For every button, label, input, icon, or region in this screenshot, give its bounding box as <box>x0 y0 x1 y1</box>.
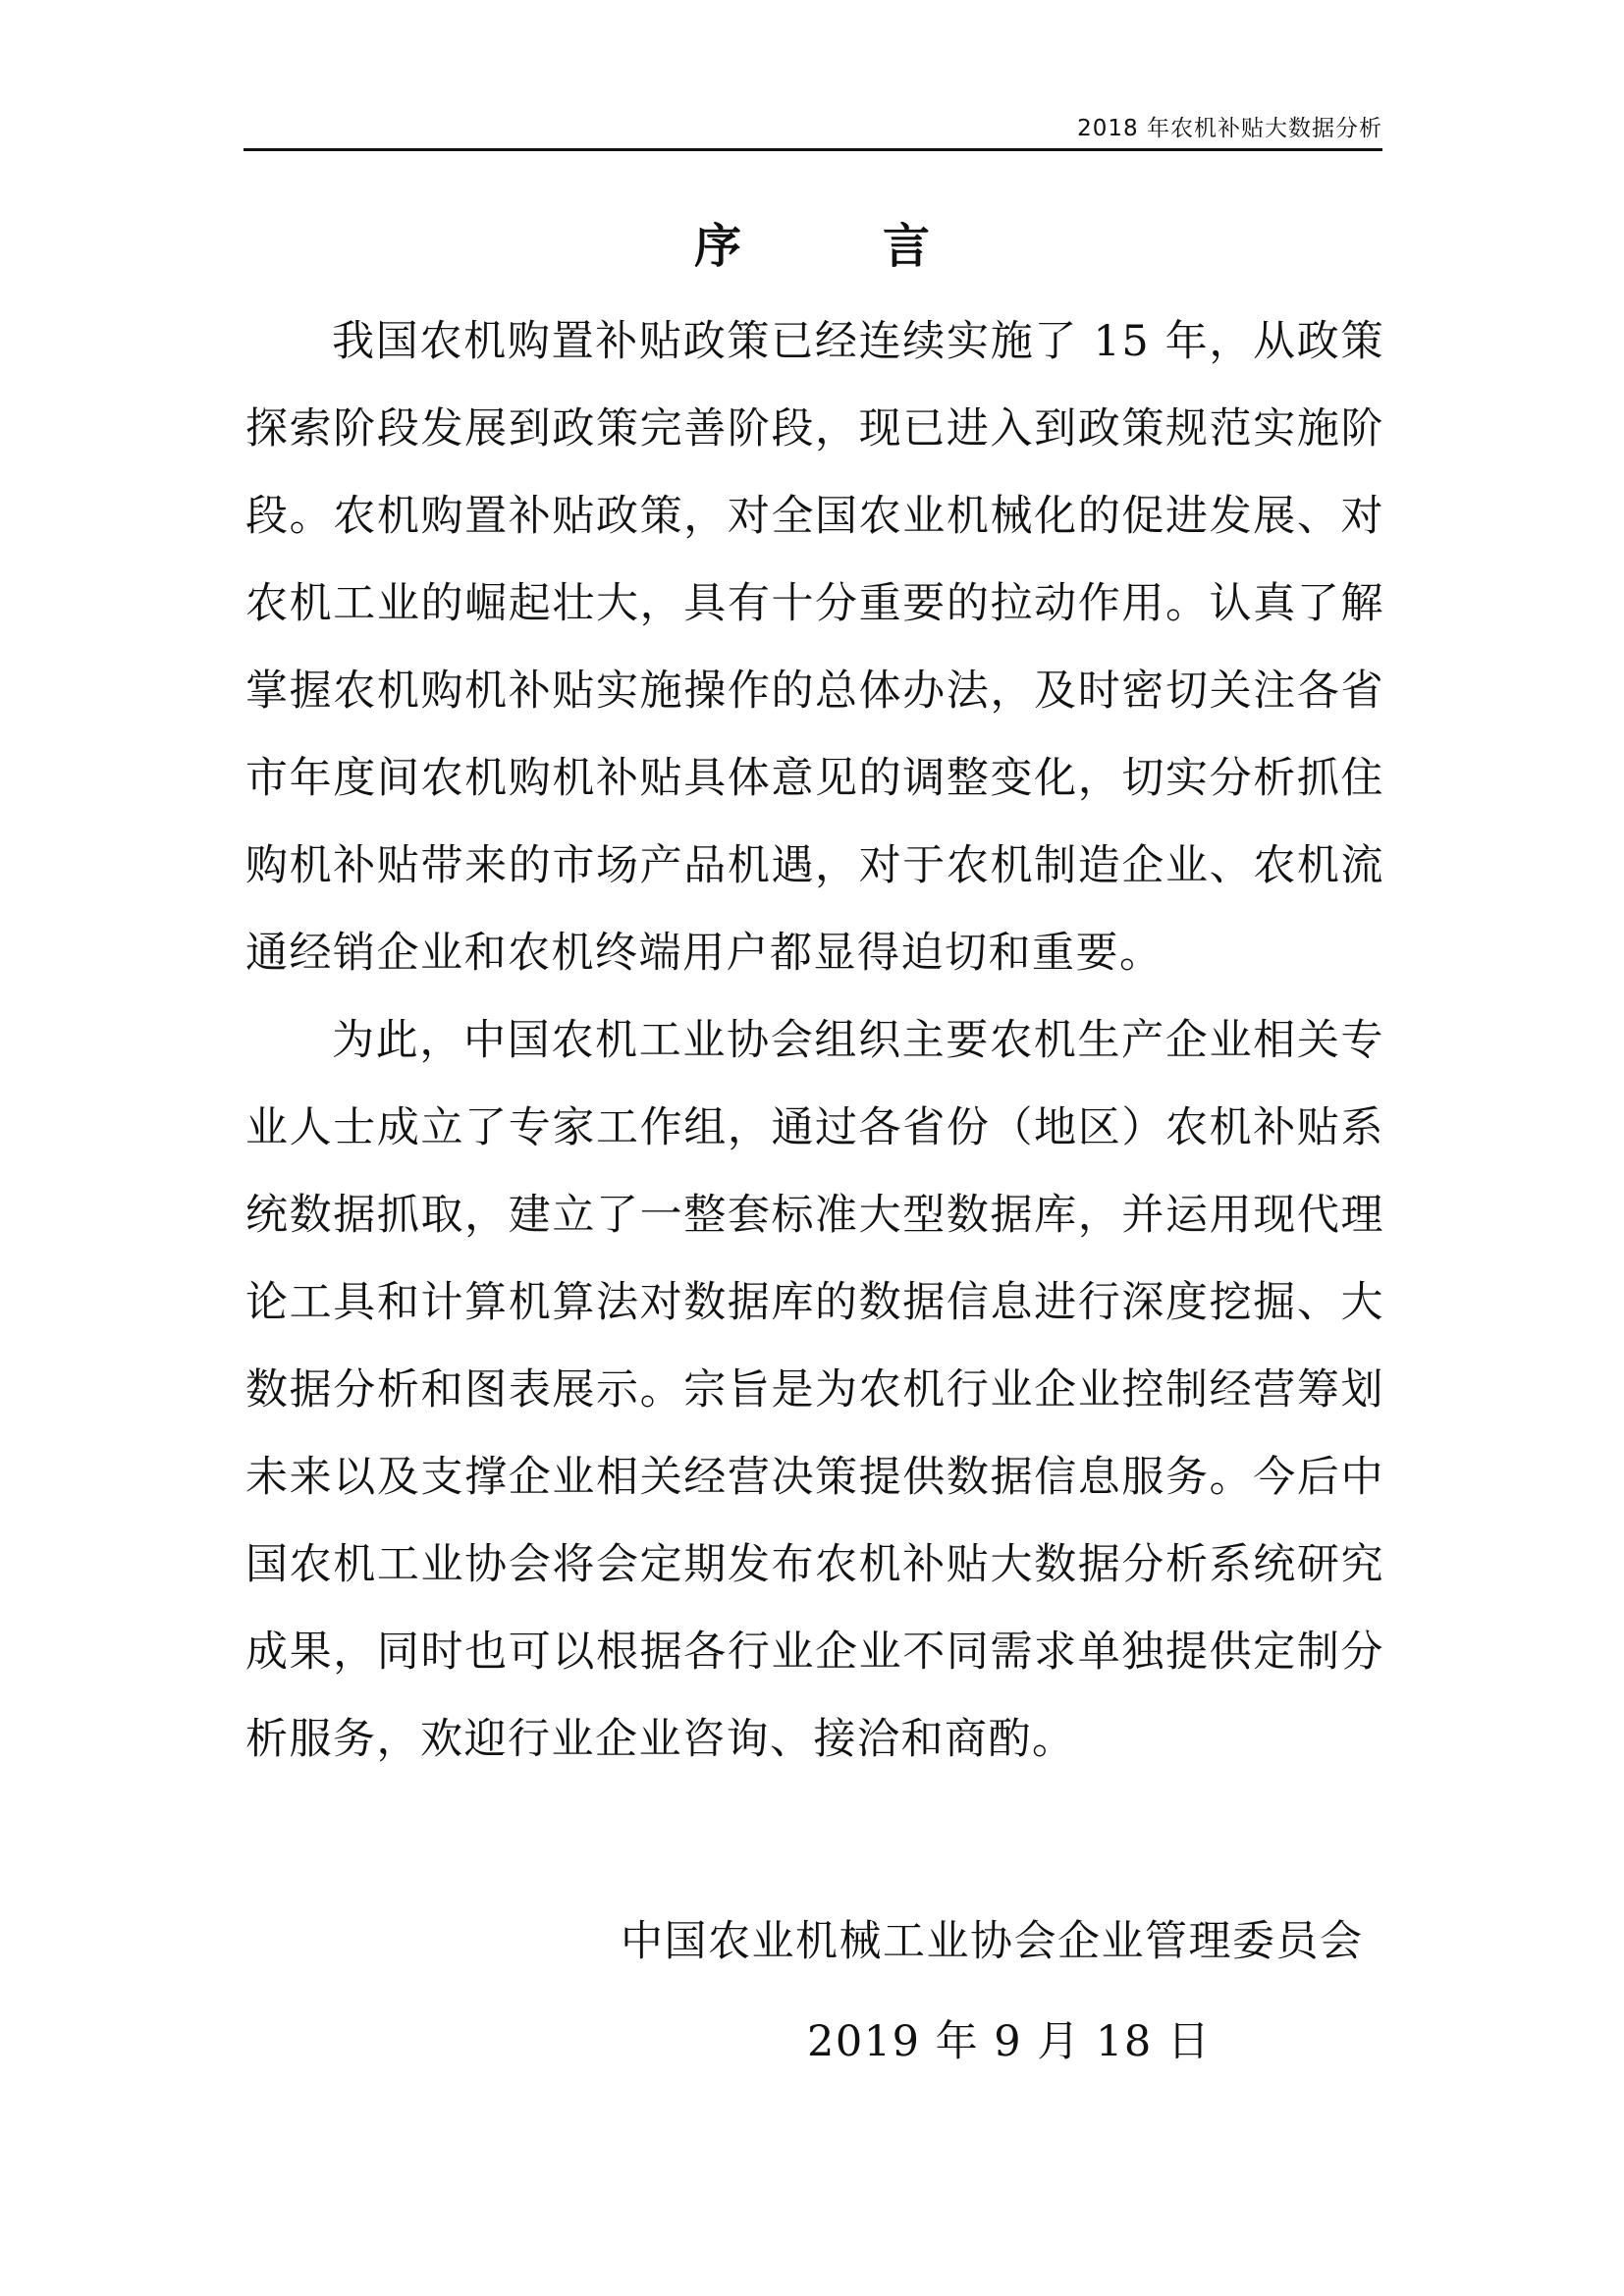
paragraph-2: 为此，中国农机工业协会组织主要农机生产企业相关专业人士成立了专家工作组，通过各省份（地区）农机补贴系统数据抓取，建立了一整套标准大型数据库，并运用现代理论工具和计算机算法对数据库的数据信息进行深度挖掘、大数据分析和图表展示。宗旨是为农机行业企业控制经营筹划未来以及支撑企业相关经营决策提供数据信息服务。今后中国农机工业协会将会定期发布农机补贴大数据分析系统研究成果，同时也可以根据各行业企业不同需求单独提供定制分析服务，欢迎行业企业咨询、接洽和商酌。 <box>245 1016 1384 1764</box>
header-divider <box>244 148 1382 151</box>
body-text <box>245 298 1384 1784</box>
signature-organization: 中国农业机械工业协会企业管理委员会 <box>621 1917 1364 1966</box>
page-title: 序 言 <box>693 219 977 274</box>
signature-date: 2019 年 9 月 18 日 <box>807 2017 1212 2066</box>
paragraph-1: 我国农机购置补贴政策已经连续实施了 15 年，从政策探索阶段发展到政策完善阶段，现已进入到政策规范实施阶段。农机购置补贴政策，对全国农业机械化的促进发展、对农机工业的崛起壮大，具有十分重要的拉动作用。认真了解掌握农机购机补贴实施操作的总体办法，及时密切关注各省市年度间农机购机补贴具体意见的调整变化，切实分析抓住购机补贴带来的市场产品机遇，对于农机制造企业、农机流通经销企业和农机终端用户都显得迫切和重要。 <box>245 317 1384 978</box>
running-header: 2018 年农机补贴大数据分析 <box>1077 116 1382 141</box>
